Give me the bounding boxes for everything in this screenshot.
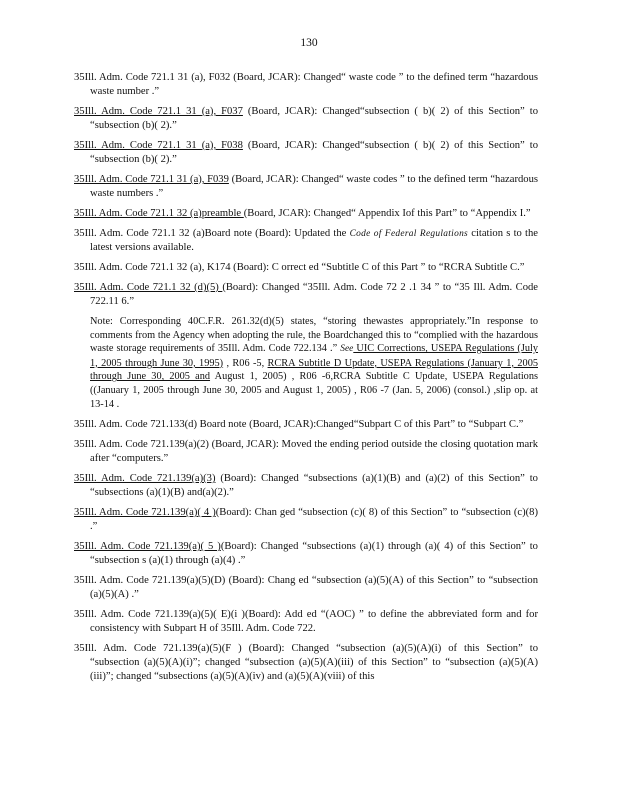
revision-entry [74, 418, 538, 432]
revision-entry [74, 472, 538, 500]
revision-entry [74, 608, 538, 636]
entry-citation: 35Ill. Adm. Code 721.1 31 (a), F037 [74, 106, 243, 117]
revision-entry [74, 71, 538, 99]
entry-text: 35Ill. Adm. Code 721.139(a)(2) (Board, JCAR): Moved the ending period outside the closing quotation mark after “computers.” [74, 439, 538, 465]
entry-italic-title: Code of Federal Regulations [349, 229, 469, 239]
entry-text: 35Ill. Adm. Code 721.1 32 (a), K174 (Board): C orrect ed “Subtitle C of this Part ” to “RCRA Subtitle C.” [74, 262, 525, 273]
entry-text: (Board, JCAR): Changed“subsection ( b)( 2) of this Section” to “subsection (b)( 2).” [90, 140, 538, 165]
note-text: , R06 -5, [223, 357, 268, 369]
revision-entry [74, 506, 538, 534]
entry-citation: 35Ill. Adm. Code 721.139(a)( 4 ) [74, 507, 216, 519]
note-citation: RCRA Subtitle D Update, USEPA Regulations (January 1, 2005 through June 30, 2005 and [90, 357, 538, 383]
revision-entry [74, 207, 538, 221]
revision-entry [74, 540, 538, 568]
entry-text: 35Ill. Adm. Code 721.133(d) Board note (Board, JCAR):Changed“Subpart C of this Part” to “Subpart C.” [74, 419, 524, 431]
entry-text: citation s to the latest versions available. [90, 228, 539, 253]
entry-text: (Board, JCAR): Changed“subsection ( b)( 2) of this Section” to “subsection (b)( 2).” [90, 106, 538, 131]
entry-citation: 35Ill. Adm. Code 721.1 32 (d)(5) [74, 282, 223, 293]
revision-entry [74, 105, 538, 133]
entry-citation: 35Ill. Adm. Code 721.1 32 (a)preamble [74, 208, 244, 219]
note-text: Note: Corresponding 40C.F.R. 261.32(d)(5) states, “storing thewastes appropriately.”In response to comments from the Agency when adopting the rule, the Boardchanged this to “complied with the hazardous waste storage requirements of 35Ill. Adm. Code 722.134 .” [90, 316, 538, 355]
note-see: See [340, 344, 354, 355]
note-citation: UIC Corrections, USEPA Regulations (July 1, 2005 through June 30, 1995) [90, 343, 538, 369]
note-text: August 1, 2005) , R06 -6,RCRA Subtitle C Update, USEPA Regulations ((January 1, 2005 through June 30, 2005 and August 1, 2005) , R06 -7 (Jan. 5, 2006) (consol.) ,slip op. at 13-14 . [90, 371, 538, 410]
entry-text: (Board, JCAR): Changed“ Appendix Iof this Part” to “Appendix I.” [243, 208, 531, 219]
board-note [90, 315, 538, 411]
entry-text: (Board): Chan ged “subsection (c)( 8) of this Section” to “subsection (c)(8) .” [90, 507, 538, 533]
revision-entry [74, 261, 538, 275]
revision-entry [74, 227, 538, 255]
entry-citation: 35Ill. Adm. Code 721.1 31 (a), F039 [74, 174, 229, 185]
entry-text: 35Ill. Adm. Code 721.1 31 (a), F032 (Board, JCAR): Changed“ waste code ” to the defined term “hazardous waste number .” [74, 72, 538, 97]
entry-text: (Board): Changed “35Ill. Adm. Code 72 2 .1 34 ” to “35 Ill. Adm. Code 722.11 6.” [90, 282, 538, 307]
entry-text: (Board): Changed “subsections (a)(1) through (a)( 4) of this Section” to “subsection s (a)(1) through (a)(4) .” [90, 541, 538, 567]
entry-citation: 35Ill. Adm. Code 721.139(a)(3) [74, 473, 216, 485]
entry-text: (Board, JCAR): Changed“ waste codes ” to the defined term “hazardous waste numbers .” [90, 174, 539, 199]
entry-text: 35Ill. Adm. Code 721.139(a)(5)(F ) (Board): Changed “subsection (a)(5)(A)(i) of this Section” to “subsection (a)(5)(A)(i)”; changed “subsection (a)(5)(A)(iii) of this Section” to “subsection (a)(5)(A)(iii)”; changed “subsections (a)(5)(A)(iv) and (a)(5)(A)(viii) of this [74, 643, 538, 683]
revision-entry [74, 438, 538, 466]
revision-entry [74, 281, 538, 309]
page-number: 130 [300, 37, 318, 49]
revision-entry [74, 139, 538, 167]
entry-text: 35Ill. Adm. Code 721.139(a)(5)(D) (Board): Chang ed “subsection (a)(5)(A) of this Section” to “subsection (a)(5)(A) .” [74, 575, 538, 601]
revision-entry [74, 173, 538, 201]
revision-entries [74, 71, 538, 690]
revision-entry [74, 642, 538, 684]
entry-text: (Board): Changed “subsections (a)(1)(B) and (a)(2) of this Section” to “subsections (a)(1)(B) and(a)(2).” [90, 473, 538, 499]
entry-text: 35Ill. Adm. Code 721.1 32 (a)Board note (Board): Updated the [74, 228, 350, 239]
entry-citation: 35Ill. Adm. Code 721.139(a)( 5 ) [74, 541, 221, 553]
entry-text: 35Ill. Adm. Code 721.139(a)(5)( E)(i )(Board): Add ed “(AOC) ” to define the abbreviated form and for consistency with Subpart H of 35Ill. Adm. Code 722. [74, 609, 538, 635]
entry-citation: 35Ill. Adm. Code 721.1 31 (a), F038 [74, 140, 243, 151]
revision-entry [74, 574, 538, 602]
